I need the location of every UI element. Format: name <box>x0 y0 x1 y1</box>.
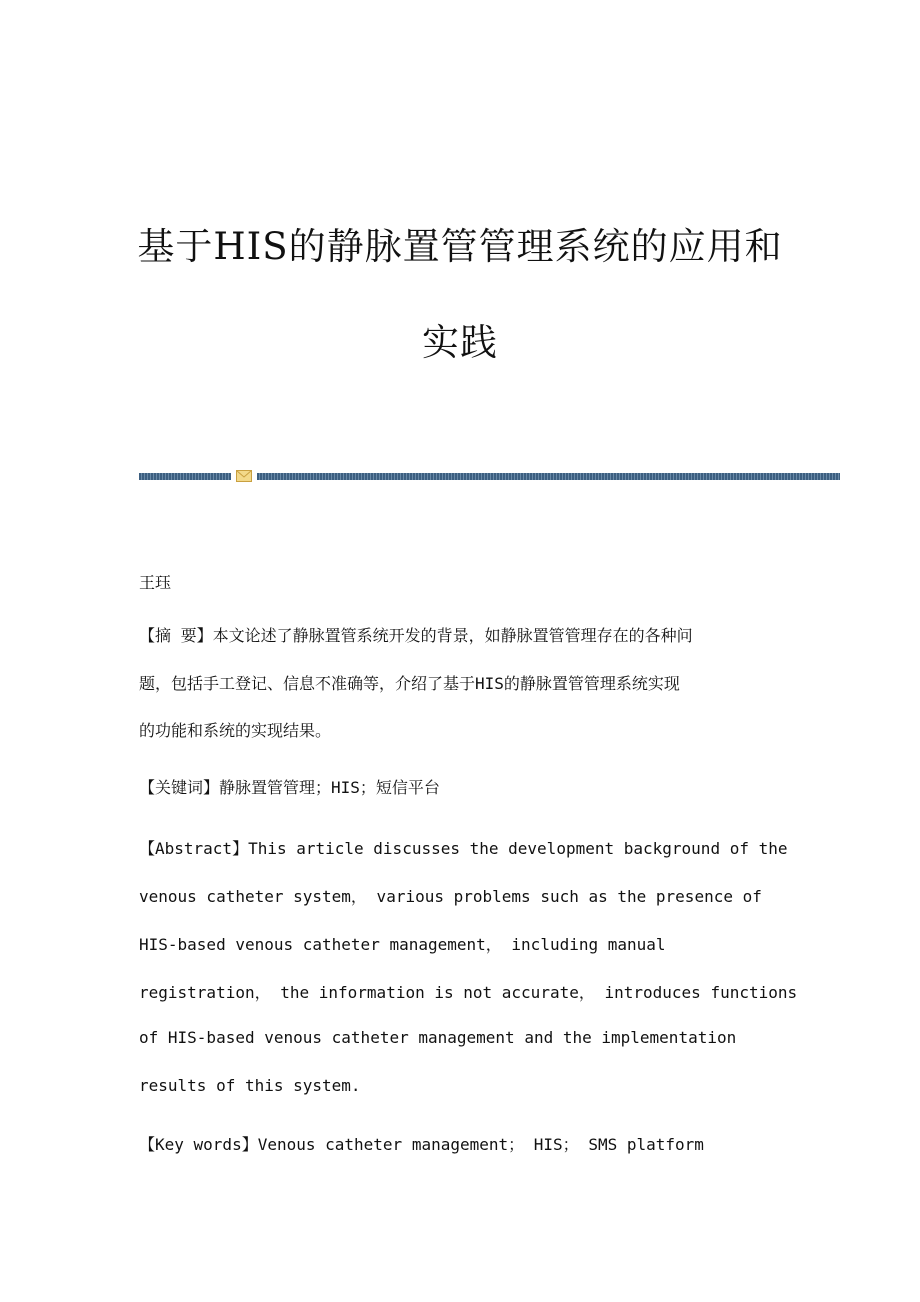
abstract-en-line: HIS-based venous catheter management， including manual <box>139 935 666 954</box>
keywords-cn: 【关键词】静脉置管管理；HIS；短信平台 <box>139 778 440 797</box>
abstract-en-line: venous catheter system， various problems such as the presence of <box>139 887 762 906</box>
envelope-icon <box>236 470 252 482</box>
divider-bar-right <box>257 473 840 480</box>
abstract-en-line: of HIS-based venous catheter management and the implementation <box>139 1028 737 1047</box>
divider-bar-left <box>139 473 231 480</box>
document-title-line-2: 实践 <box>422 321 498 364</box>
abstract-en-line: registration， the information is not accurate， introduces functions <box>139 983 798 1002</box>
abstract-cn-line: 的功能和系统的实现结果。 <box>139 721 332 740</box>
abstract-en-line: results of this system. <box>139 1076 361 1095</box>
abstract-en-line: 【Abstract】This article discusses the development background of the <box>139 839 788 858</box>
keywords-en: 【Key words】Venous catheter management； HIS； SMS platform <box>139 1135 704 1154</box>
title-divider <box>139 470 840 482</box>
document-title-line-1: 基于HIS的静脉置管管理系统的应用和 <box>137 225 783 268</box>
abstract-cn-line: 【摘 要】本文论述了静脉置管系统开发的背景，如静脉置管管理存在的各种问 <box>139 626 693 645</box>
abstract-cn-line: 题，包括手工登记、信息不准确等，介绍了基于HIS的静脉置管管理系统实现 <box>139 674 680 693</box>
author-name: 王珏 <box>139 573 172 592</box>
